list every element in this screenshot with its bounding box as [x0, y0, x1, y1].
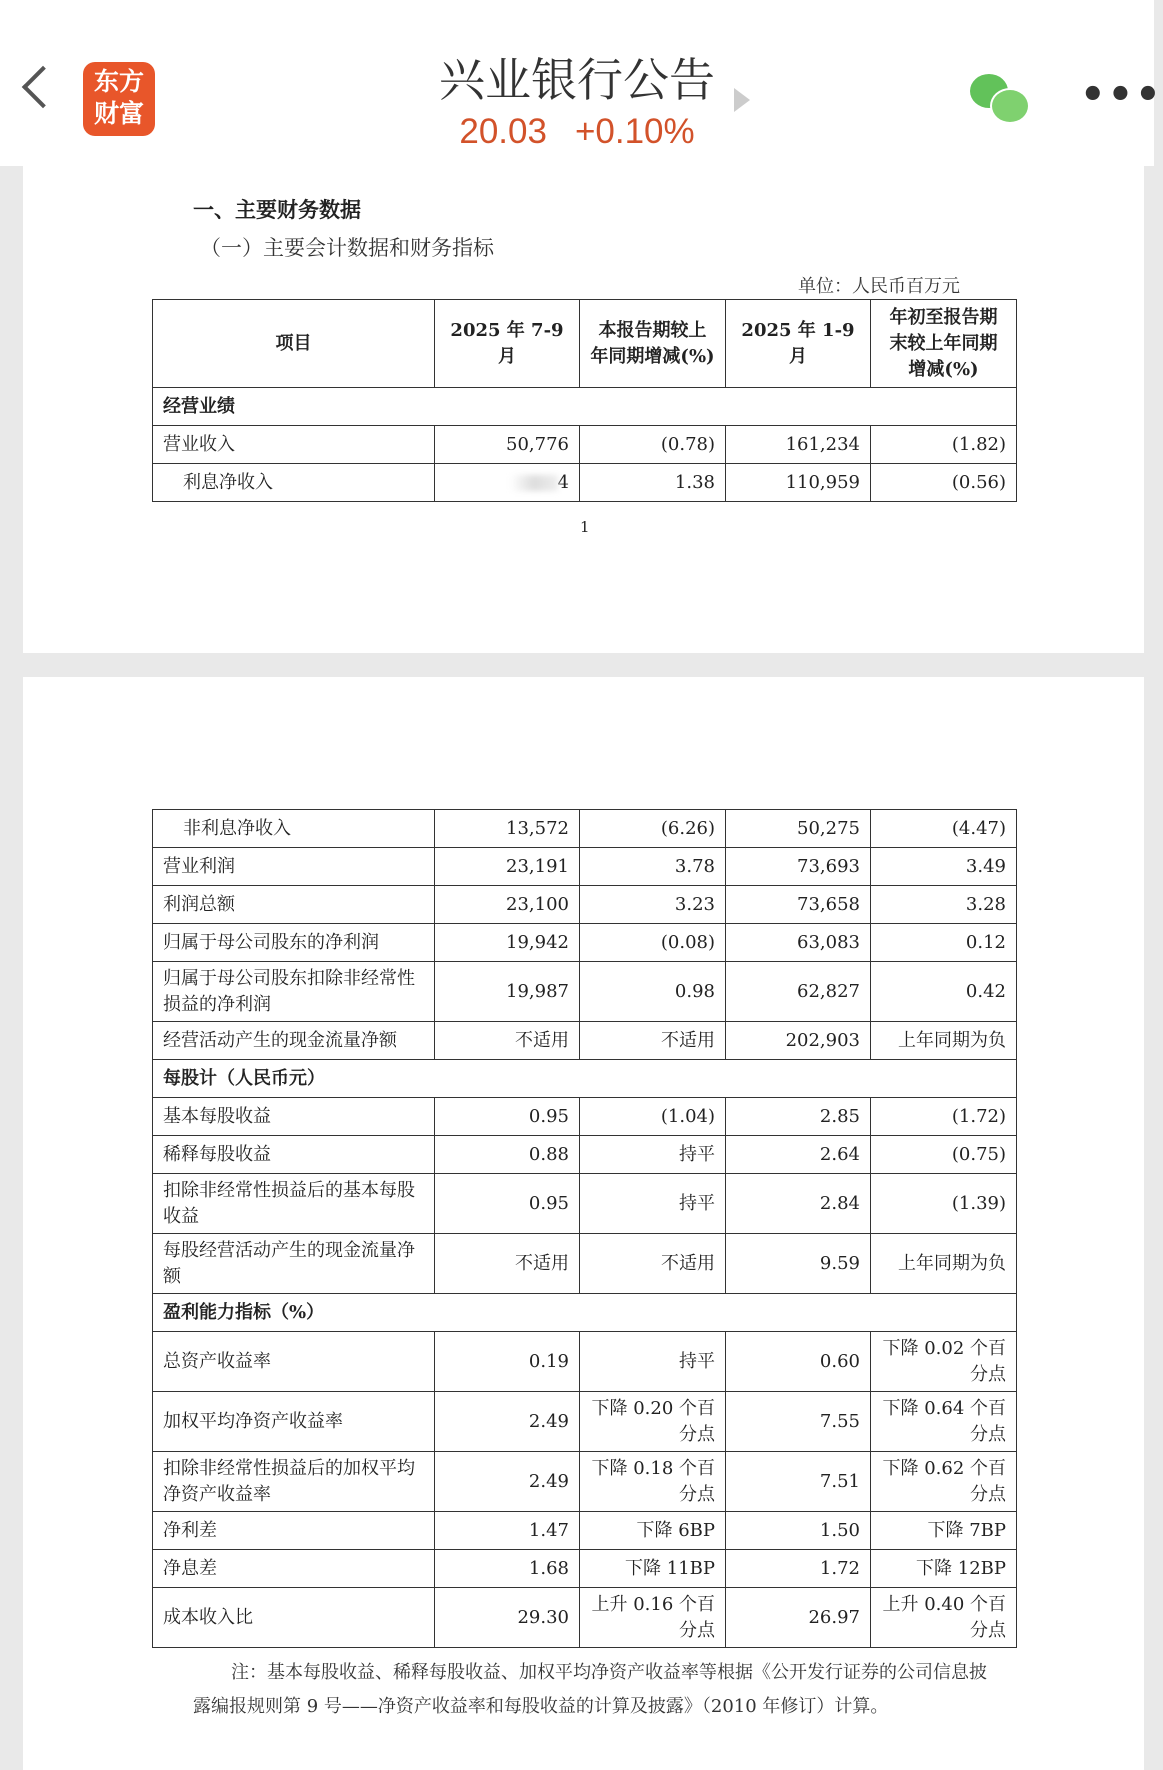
cell-value: 50,776	[435, 426, 580, 464]
cell-value: (0.75)	[871, 1136, 1017, 1174]
cell-value: 1.47	[435, 1512, 580, 1550]
table-row	[153, 1234, 1017, 1294]
row-label: 每股经营活动产生的现金流量净额	[153, 1234, 435, 1294]
section-heading: 一、主要财务数据	[193, 197, 361, 222]
cell-value: 161,234	[726, 426, 871, 464]
table-row	[153, 886, 1017, 924]
cell-value: 3.23	[580, 886, 726, 924]
row-label: 经营活动产生的现金流量净额	[153, 1022, 435, 1060]
row-label: 非利息净收入	[153, 810, 435, 848]
cell-value: 1.72	[726, 1550, 871, 1588]
cell-text: 4	[557, 471, 569, 493]
cell-value: 2.49	[435, 1452, 580, 1512]
cell-value: 上年同期为负	[871, 1234, 1017, 1294]
table-row	[153, 810, 1017, 848]
cell-value: 50,275	[726, 810, 871, 848]
table-row	[153, 1550, 1017, 1588]
cell-value: 110,959	[726, 464, 871, 502]
cell-value: 202,903	[726, 1022, 871, 1060]
cell-value: (1.39)	[871, 1174, 1017, 1234]
cell-value: 1.68	[435, 1550, 580, 1588]
cell-value: 下降 11BP	[580, 1550, 726, 1588]
row-label: 扣除非经常性损益后的加权平均净资产收益率	[153, 1452, 435, 1512]
stock-change: +0.10%	[574, 112, 695, 151]
cell-value: 不适用	[580, 1234, 726, 1294]
cell-value: 2.49	[435, 1392, 580, 1452]
table-row	[153, 1136, 1017, 1174]
table-row	[153, 1512, 1017, 1550]
table-row	[153, 464, 1017, 502]
cell-value: 不适用	[435, 1234, 580, 1294]
cell-value: 1.50	[726, 1512, 871, 1550]
cell-value: 26.97	[726, 1588, 871, 1648]
row-label: 成本收入比	[153, 1588, 435, 1648]
row-label: 利息净收入	[153, 464, 435, 502]
financial-table-part-1	[152, 299, 1017, 502]
row-label: 加权平均净资产收益率	[153, 1392, 435, 1452]
cell-value: 持平	[580, 1174, 726, 1234]
cell-value: 下降 0.02 个百分点	[871, 1332, 1017, 1392]
table-row	[153, 1588, 1017, 1648]
cell-value: (4.47)	[871, 810, 1017, 848]
row-label: 营业收入	[153, 426, 435, 464]
section-label: 每股计（人民币元）	[153, 1060, 1017, 1098]
cell-value: 1.38	[580, 464, 726, 502]
cell-value: 下降 12BP	[871, 1550, 1017, 1588]
cell-value: 上升 0.40 个百分点	[871, 1588, 1017, 1648]
section-row	[153, 1294, 1017, 1332]
cell-value: 持平	[580, 1136, 726, 1174]
cell-value: 下降 0.18 个百分点	[580, 1452, 726, 1512]
table-footnote: 注：基本每股收益、稀释每股收益、加权平均净资产收益率等根据《公开发行证券的公司信息披露编报规则第 9 号——净资产收益率和每股收益的计算及披露》（2010 年修订）计算。	[193, 1662, 987, 1717]
cell-value: 73,693	[726, 848, 871, 886]
cell-value: 7.51	[726, 1452, 871, 1512]
cell-value: 0.42	[871, 962, 1017, 1022]
cell-value: 不适用	[580, 1022, 726, 1060]
cell-value: 0.88	[435, 1136, 580, 1174]
cell-value: 下降 0.64 个百分点	[871, 1392, 1017, 1452]
app-header	[0, 0, 1163, 166]
cell-value: 62,827	[726, 962, 871, 1022]
financial-table-part-2	[152, 809, 1017, 1648]
cell-value: (0.78)	[580, 426, 726, 464]
section-label: 经营业绩	[153, 388, 1017, 426]
table-row	[153, 962, 1017, 1022]
cell-value: 7.55	[726, 1392, 871, 1452]
cell-value: 63,083	[726, 924, 871, 962]
col-header-q3: 2025 年 7-9 月	[435, 300, 580, 388]
logo-line-1: 东方	[93, 67, 144, 96]
row-label: 归属于母公司股东的净利润	[153, 924, 435, 962]
cell-value: (1.72)	[871, 1098, 1017, 1136]
cell-value: 2.64	[726, 1136, 871, 1174]
cell-value: 下降 0.62 个百分点	[871, 1452, 1017, 1512]
table-row	[153, 1392, 1017, 1452]
table-row	[153, 848, 1017, 886]
cell-value: (0.08)	[580, 924, 726, 962]
cell-value: 0.98	[580, 962, 726, 1022]
logo-line-2: 财富	[93, 99, 144, 128]
table-row	[153, 924, 1017, 962]
cell-value: (1.82)	[871, 426, 1017, 464]
cell-value: 0.95	[435, 1174, 580, 1234]
cell-value: 2.84	[726, 1174, 871, 1234]
page-title: 兴业银行公告	[439, 53, 715, 107]
cell-value: 19,942	[435, 924, 580, 962]
col-header-ytd-change: 年初至报告期末较上年同期增减(%)	[871, 300, 1017, 388]
row-label: 营业利润	[153, 848, 435, 886]
unit-label: 单位：人民币百万元	[798, 276, 960, 297]
table-row	[153, 1098, 1017, 1136]
section-label: 盈利能力指标（%）	[153, 1294, 1017, 1332]
more-icon[interactable]: •••	[1080, 72, 1163, 118]
cell-value: 2.85	[726, 1098, 871, 1136]
triangle-right-icon[interactable]	[734, 88, 750, 112]
row-label: 总资产收益率	[153, 1332, 435, 1392]
cell-value: 23,191	[435, 848, 580, 886]
cell-value: 上升 0.16 个百分点	[580, 1588, 726, 1648]
stock-price: 20.03	[459, 112, 547, 151]
cell-value: 9.59	[726, 1234, 871, 1294]
row-label: 基本每股收益	[153, 1098, 435, 1136]
cell-value	[435, 464, 580, 502]
row-label: 利润总额	[153, 886, 435, 924]
cell-value: 0.60	[726, 1332, 871, 1392]
cell-value: 19,987	[435, 962, 580, 1022]
cell-value: 0.12	[871, 924, 1017, 962]
table-row	[153, 1174, 1017, 1234]
cell-value: (6.26)	[580, 810, 726, 848]
cell-value: 0.95	[435, 1098, 580, 1136]
table-row	[153, 426, 1017, 464]
cell-value: 73,658	[726, 886, 871, 924]
page-number: 1	[580, 518, 590, 536]
cell-value: 上年同期为负	[871, 1022, 1017, 1060]
table-row	[153, 1332, 1017, 1392]
wechat-icon[interactable]	[970, 74, 1030, 124]
row-label: 净利差	[153, 1512, 435, 1550]
cell-value: 3.78	[580, 848, 726, 886]
col-header-item: 项目	[153, 300, 435, 388]
row-label: 净息差	[153, 1550, 435, 1588]
row-label: 稀释每股收益	[153, 1136, 435, 1174]
cell-value: 下降 6BP	[580, 1512, 726, 1550]
cell-value: 3.49	[871, 848, 1017, 886]
cell-value: (0.56)	[871, 464, 1017, 502]
table-row	[153, 1452, 1017, 1512]
cell-value: 不适用	[435, 1022, 580, 1060]
cell-value: 3.28	[871, 886, 1017, 924]
section-row	[153, 1060, 1017, 1098]
row-label: 归属于母公司股东扣除非经常性损益的净利润	[153, 962, 435, 1022]
cell-value: 13,572	[435, 810, 580, 848]
cell-value: 下降 0.20 个百分点	[580, 1392, 726, 1452]
cell-value: 29.30	[435, 1588, 580, 1648]
section-row	[153, 388, 1017, 426]
row-label: 扣除非经常性损益后的基本每股收益	[153, 1174, 435, 1234]
col-header-ytd: 2025 年 1-9 月	[726, 300, 871, 388]
blurred-region	[510, 475, 558, 491]
col-header-q3-change: 本报告期较上年同期增减(%)	[580, 300, 726, 388]
cell-value: 下降 7BP	[871, 1512, 1017, 1550]
cell-value: 0.19	[435, 1332, 580, 1392]
table-header-row	[153, 300, 1017, 388]
cell-value: (1.04)	[580, 1098, 726, 1136]
table-row	[153, 1022, 1017, 1060]
cell-value: 持平	[580, 1332, 726, 1392]
cell-value: 23,100	[435, 886, 580, 924]
subsection-heading: （一）主要会计数据和财务指标	[200, 236, 494, 260]
